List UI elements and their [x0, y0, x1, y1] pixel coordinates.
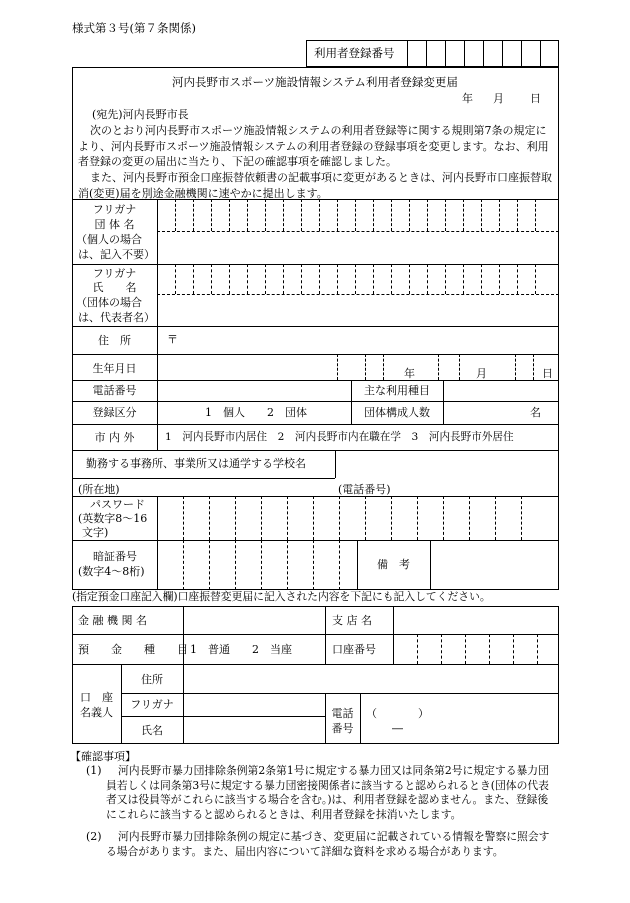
- bank-branch-label: 支 店 名: [332, 614, 372, 627]
- pin-input[interactable]: [159, 542, 355, 588]
- pin-label: 暗証番号: [93, 550, 137, 563]
- password-input[interactable]: [159, 498, 557, 538]
- holder-label-1: 口 座: [80, 691, 113, 704]
- group-furigana-label: フリガナ: [92, 203, 137, 216]
- phone-input[interactable]: [159, 382, 349, 400]
- city-status-options[interactable]: 1 河内長野市内居住 2 河内長野市内在職在学 3 河内長野市外居住: [165, 431, 514, 443]
- holder-phone-label-2: 番号: [331, 722, 354, 735]
- bank-branch-input[interactable]: [395, 608, 557, 632]
- account-number-label: 口座番号: [332, 643, 376, 656]
- holder-furigana-label: フリガナ: [130, 698, 174, 711]
- person-furigana-label: フリガナ: [92, 267, 137, 280]
- remarks-input[interactable]: [432, 542, 557, 588]
- intro-paragraph-2: また、河内長野市預金口座振替依頼書の記載事項に変更があるときは、河内長野市口座振替取消(変更)届を別途金融機関に速やかに提出します。: [78, 171, 552, 200]
- date-day: 日: [530, 92, 541, 105]
- person-name-label: 氏 名: [92, 281, 137, 294]
- city-status-label: 市 内 外: [94, 431, 135, 444]
- birth-year-label: 年: [404, 367, 415, 380]
- birthdate-label: 生年月日: [92, 362, 137, 375]
- registration-type-label: 登録区分: [92, 406, 137, 419]
- addressee: (宛先)河内長野市長: [92, 108, 189, 121]
- date-year: 年: [462, 92, 473, 105]
- phone-label: 電話番号: [92, 384, 137, 397]
- bank-institution-label: 金 融 機 関 名: [78, 614, 147, 627]
- group-note-2: は、記入不要）: [78, 248, 155, 261]
- members-unit: 名: [530, 406, 541, 419]
- holder-address-input[interactable]: [185, 666, 557, 692]
- confirmation-1-text: 河内長野市暴力団排除条例第2条第1号に規定する暴力団又は同条第2号に規定する暴力団員若しくは同条第3号に規定する暴力団密接関係者に該当すると認められるとき(団体の代表者又は役員等がこれらに該当する場合を含む。)は、利用者登録を認めません。また、登録後にこれらに該当すると認められるときは、利用者登録を抹消いたします。: [106, 764, 549, 821]
- group-name-label: 団 体 名: [94, 218, 135, 231]
- intro-paragraph-1: 次のとおり河内長野市スポーツ施設情報システムの利用者登録等に関する規則第7条の規定により、河内長野市スポーツ施設情報システムの利用者登録の登録事項を変更します。なお、利用者登録の変更の届出に当たり、下記の確認事項を確認しました。: [78, 124, 549, 168]
- workplace-phone-label: (電話番号): [338, 483, 391, 496]
- form-title: 河内長野市スポーツ施設情報システム利用者登録変更届: [172, 75, 458, 89]
- address-input[interactable]: [180, 328, 557, 352]
- holder-phone-label-1: 電話: [331, 707, 354, 720]
- bank-institution-input[interactable]: [185, 608, 323, 632]
- confirmation-title: 【確認事項】: [70, 750, 136, 763]
- person-note-2: は、代表者名）: [78, 311, 155, 324]
- confirmation-2-text: 河内長野市暴力団排除条例の規定に基づき、変更届に記載されている情報を警察に照会する場合があります。また、届出内容について詳細な資料を求める場合があります。: [106, 830, 550, 858]
- holder-furigana-input[interactable]: [185, 695, 323, 715]
- deposit-type-options[interactable]: 1 普通 2 当座: [190, 643, 292, 656]
- holder-label-2: 名義人: [80, 706, 113, 719]
- postal-mark: 〒: [167, 333, 178, 346]
- registration-number-label: 利用者登録番号: [314, 46, 395, 60]
- group-name-input[interactable]: [159, 233, 557, 263]
- holder-phone-paren-open: （: [366, 707, 377, 720]
- holder-phone-input[interactable]: [362, 695, 557, 743]
- bank-section-note: (指定預金口座記入欄)口座振替変更届に記入された内容を下記にも記入してください。: [72, 590, 491, 603]
- pin-note: (数字4～8桁): [78, 565, 145, 578]
- deposit-type-label: 預 金 種 目: [78, 643, 188, 656]
- main-usage-input[interactable]: [445, 382, 557, 400]
- account-number-input[interactable]: [395, 636, 557, 662]
- registration-type-options[interactable]: 1 個人 2 団体: [205, 406, 307, 419]
- birth-month-label: 月: [476, 367, 487, 380]
- person-note-1: （団体の場合: [76, 296, 142, 309]
- group-members-label: 団体構成人数: [364, 406, 430, 419]
- person-name-input[interactable]: [159, 296, 557, 325]
- group-note-1: （個人の場合: [76, 233, 142, 246]
- confirmation-1-number: (1): [86, 764, 102, 777]
- form-number: 様式第３号(第７条関係): [72, 21, 196, 35]
- remarks-label: 備 考: [377, 558, 410, 571]
- holder-address-label: 住所: [141, 673, 163, 686]
- birth-day-label: 日: [542, 367, 553, 380]
- password-label: パスワード: [90, 498, 145, 511]
- main-usage-label: 主な利用種目: [364, 384, 430, 397]
- workplace-label: 勤務する事務所、事業所又は通学する学校名: [86, 457, 306, 470]
- registration-number-input[interactable]: [409, 42, 557, 65]
- date-month: 月: [493, 92, 504, 105]
- holder-name-label: 氏名: [141, 724, 163, 737]
- password-note-2: 文字): [82, 526, 109, 539]
- holder-phone-paren-close: ）: [418, 707, 429, 720]
- holder-phone-dash: ―: [392, 722, 403, 735]
- address-label: 住 所: [98, 334, 131, 347]
- holder-name-input[interactable]: [185, 718, 323, 743]
- password-note-1: (英数字8～16: [78, 512, 148, 525]
- confirmation-2-number: (2): [86, 830, 102, 843]
- location-label: (所在地): [78, 483, 120, 496]
